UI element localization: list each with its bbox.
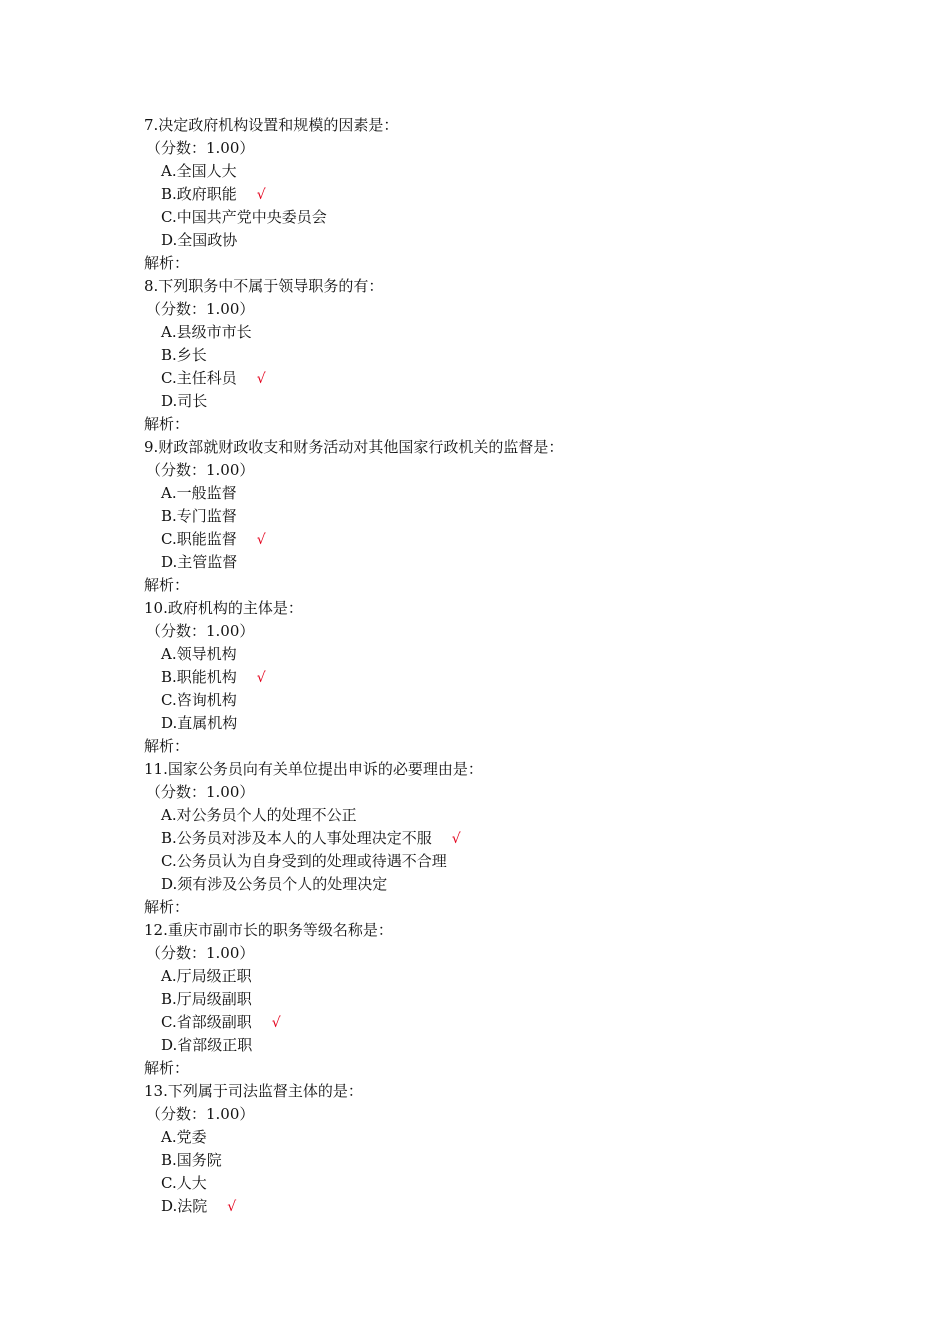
analysis-label: 解析： xyxy=(144,737,190,755)
question-score: （分数：1.00） xyxy=(146,1105,255,1123)
answer-option xyxy=(144,712,904,735)
question-block xyxy=(144,1080,904,1218)
answer-option-label: B.乡长 xyxy=(161,346,207,364)
answer-option xyxy=(144,1195,904,1218)
check-mark-icon: √ xyxy=(227,1199,237,1215)
answer-option-label: A.党委 xyxy=(161,1128,207,1146)
analysis-label: 解析： xyxy=(144,254,190,272)
answer-option-label: A.全国人大 xyxy=(161,162,237,180)
answer-option xyxy=(144,367,904,390)
question-block xyxy=(144,436,904,597)
check-mark-icon: √ xyxy=(451,831,461,847)
answer-option-label: C.人大 xyxy=(161,1174,207,1192)
answer-option-label: A.一般监督 xyxy=(161,484,237,502)
answer-option xyxy=(144,344,904,367)
answer-option xyxy=(144,1011,904,1034)
question-block xyxy=(144,758,904,919)
answer-option xyxy=(144,965,904,988)
answer-option-label: C.职能监督 xyxy=(161,530,237,548)
answer-option-label: A.对公务员个人的处理不公正 xyxy=(161,806,357,824)
answer-option xyxy=(144,804,904,827)
answer-option xyxy=(144,689,904,712)
answer-option xyxy=(144,643,904,666)
question-document xyxy=(144,114,904,1218)
question-title: 8.下列职务中不属于领导职务的有： xyxy=(144,277,384,295)
check-mark-icon: √ xyxy=(256,187,266,203)
answer-option xyxy=(144,229,904,252)
answer-option xyxy=(144,988,904,1011)
answer-option-label: D.省部级正职 xyxy=(161,1036,253,1054)
answer-option-label: D.法院 xyxy=(161,1197,208,1215)
answer-option-label: B.专门监督 xyxy=(161,507,237,525)
answer-option-label: A.厅局级正职 xyxy=(161,967,252,985)
question-block xyxy=(144,275,904,436)
question-title: 7.决定政府机构设置和规模的因素是： xyxy=(144,116,399,134)
answer-option-label: B.公务员对涉及本人的人事处理决定不服 xyxy=(161,829,432,847)
question-score: （分数：1.00） xyxy=(146,300,255,318)
answer-option xyxy=(144,827,904,850)
answer-option-label: D.主管监督 xyxy=(161,553,238,571)
answer-option xyxy=(144,551,904,574)
question-block xyxy=(144,114,904,275)
answer-option-label: D.全国政协 xyxy=(161,231,238,249)
answer-option xyxy=(144,1126,904,1149)
question-title: 13.下列属于司法监督主体的是： xyxy=(144,1082,363,1100)
question-title: 11.国家公务员向有关单位提出申诉的必要理由是： xyxy=(144,760,483,778)
answer-option xyxy=(144,482,904,505)
check-mark-icon: √ xyxy=(256,670,266,686)
question-block xyxy=(144,597,904,758)
analysis-label: 解析： xyxy=(144,576,190,594)
question-title: 10.政府机构的主体是： xyxy=(144,599,303,617)
answer-option-label: B.政府职能 xyxy=(161,185,237,203)
answer-option xyxy=(144,850,904,873)
check-mark-icon: √ xyxy=(271,1015,281,1031)
answer-option xyxy=(144,1172,904,1195)
answer-option-label: C.省部级副职 xyxy=(161,1013,252,1031)
analysis-label: 解析： xyxy=(144,415,190,433)
answer-option-label: A.领导机构 xyxy=(161,645,237,663)
question-block xyxy=(144,919,904,1080)
answer-option-label: D.直属机构 xyxy=(161,714,238,732)
answer-option-label: C.中国共产党中央委员会 xyxy=(161,208,327,226)
answer-option xyxy=(144,206,904,229)
question-score: （分数：1.00） xyxy=(146,944,255,962)
analysis-label: 解析： xyxy=(144,898,190,916)
answer-option xyxy=(144,873,904,896)
question-score: （分数：1.00） xyxy=(146,461,255,479)
answer-option-label: C.主任科员 xyxy=(161,369,237,387)
question-score: （分数：1.00） xyxy=(146,783,255,801)
answer-option xyxy=(144,1034,904,1057)
answer-option-label: D.须有涉及公务员个人的处理决定 xyxy=(161,875,388,893)
answer-option-label: C.咨询机构 xyxy=(161,691,237,709)
answer-option-label: B.国务院 xyxy=(161,1151,222,1169)
answer-option-label: B.职能机构 xyxy=(161,668,237,686)
answer-option xyxy=(144,528,904,551)
check-mark-icon: √ xyxy=(256,532,266,548)
check-mark-icon: √ xyxy=(256,371,266,387)
answer-option-label: B.厅局级副职 xyxy=(161,990,252,1008)
answer-option-label: C.公务员认为自身受到的处理或待遇不合理 xyxy=(161,852,447,870)
answer-option xyxy=(144,160,904,183)
analysis-label: 解析： xyxy=(144,1059,190,1077)
answer-option-label: A.县级市市长 xyxy=(161,323,252,341)
answer-option xyxy=(144,666,904,689)
question-score: （分数：1.00） xyxy=(146,139,255,157)
answer-option-label: D.司长 xyxy=(161,392,208,410)
answer-option xyxy=(144,505,904,528)
answer-option xyxy=(144,183,904,206)
answer-option xyxy=(144,1149,904,1172)
answer-option xyxy=(144,390,904,413)
answer-option xyxy=(144,321,904,344)
question-title: 9.财政部就财政收支和财务活动对其他国家行政机关的监督是： xyxy=(144,438,564,456)
question-title: 12.重庆市副市长的职务等级名称是： xyxy=(144,921,393,939)
question-score: （分数：1.00） xyxy=(146,622,255,640)
